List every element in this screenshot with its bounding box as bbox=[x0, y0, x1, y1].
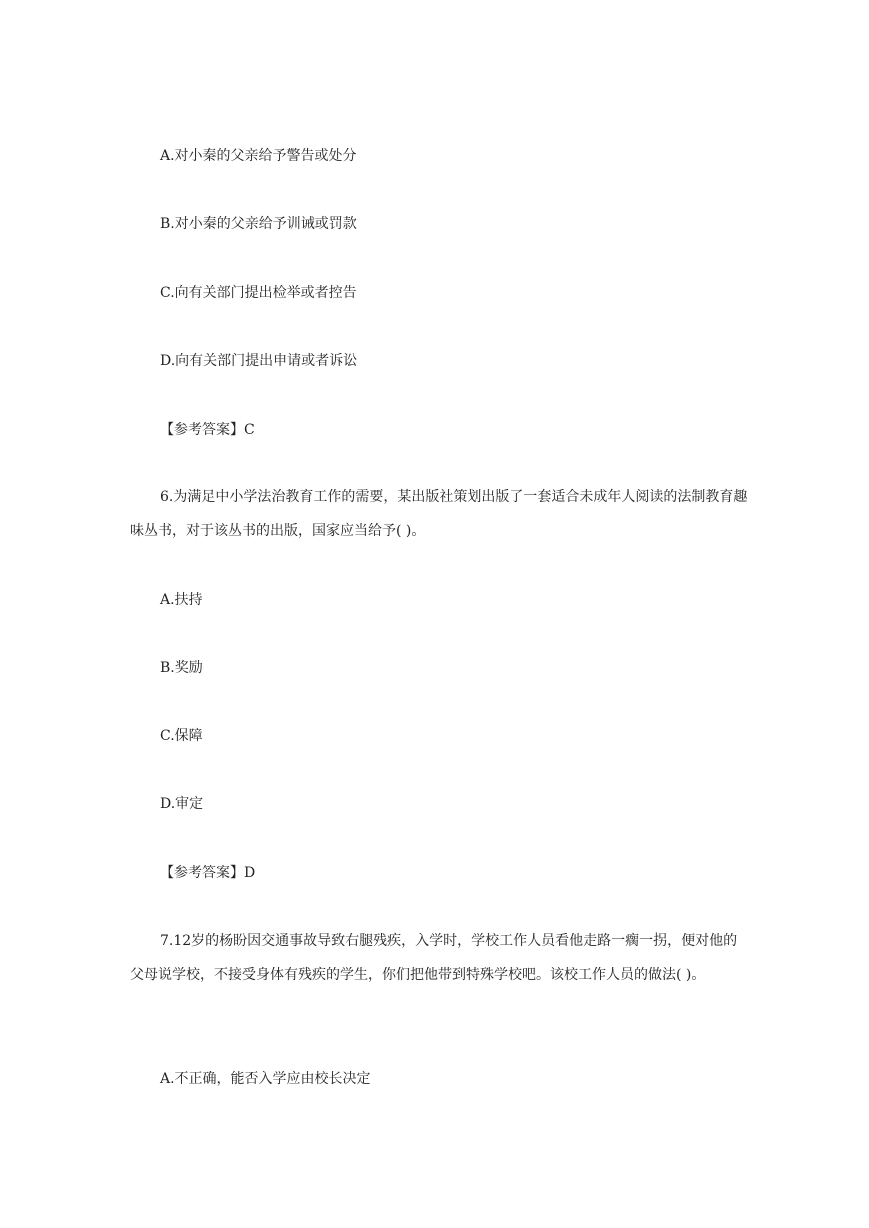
q5-option-a: A.对小秦的父亲给予警告或处分 bbox=[160, 148, 357, 164]
q5-answer: 【参考答案】C bbox=[160, 422, 255, 438]
q6-option-c: C.保障 bbox=[160, 728, 203, 744]
q7-option-a: A.不正确，能否入学应由校长决定 bbox=[160, 1071, 371, 1087]
q6-answer: 【参考答案】D bbox=[160, 865, 256, 881]
q6-option-d: D.审定 bbox=[160, 796, 204, 812]
q5-option-b: B.对小秦的父亲给予训诫或罚款 bbox=[160, 216, 357, 232]
q5-option-d: D.向有关部门提出申请或者诉讼 bbox=[160, 353, 358, 369]
q6-option-b: B.奖励 bbox=[160, 660, 203, 676]
q7-question: 7.12岁的杨盼因交通事故导致右腿残疾，入学时，学校工作人员看他走路一瘸一拐，便对他的父母说学校，不接受身体有残疾的学生，你们把他带到特殊学校吧。该校工作人员的做法( )。 bbox=[130, 933, 738, 983]
q5-option-c: C.向有关部门提出检举或者控告 bbox=[160, 285, 357, 301]
q6-option-a: A.扶持 bbox=[160, 592, 203, 608]
q6-question: 6.为满足中小学法治教育工作的需要，某出版社策划出版了一套适合未成年人阅读的法制教育趣味丛书，对于该丛书的出版，国家应当给予( )。 bbox=[130, 489, 748, 539]
